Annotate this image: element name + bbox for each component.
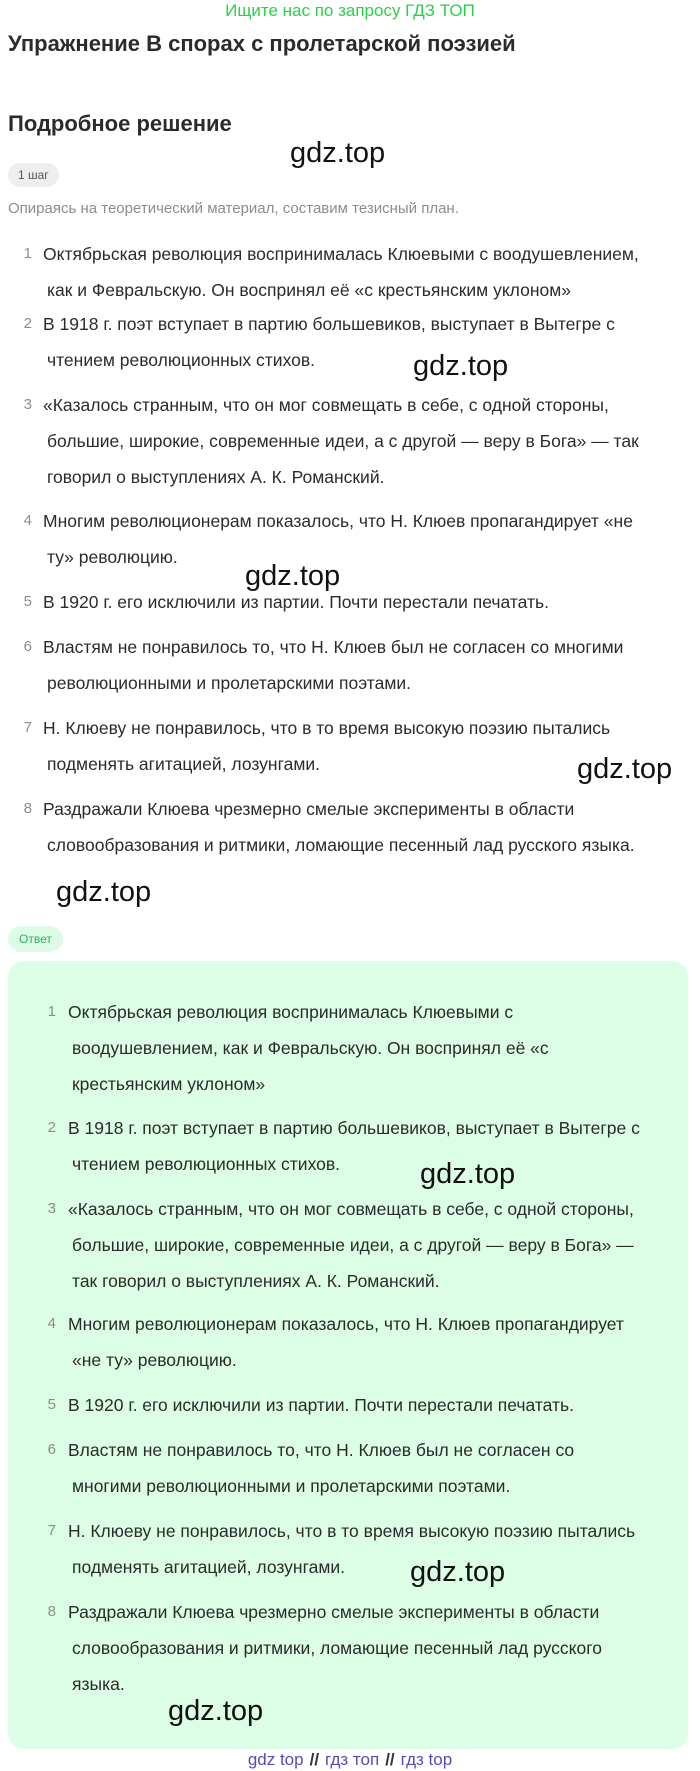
list-item-text xyxy=(68,1432,574,1504)
list-item-line: В 1918 г. поэт вступает в партию большевиков, выступает в Вытегре с xyxy=(43,314,615,334)
list-item-line: как и Февральскую. Он воспринял её «с крестьянским уклоном» xyxy=(47,280,571,300)
list-item-text xyxy=(68,1387,574,1423)
footer-link-gdz-top-ru[interactable]: гдз топ xyxy=(325,1750,380,1769)
list-item-line: «не ту» революцию. xyxy=(72,1350,237,1370)
footer-link-gdz-top[interactable]: gdz top xyxy=(247,1750,304,1769)
list-item-text xyxy=(43,387,639,495)
page-title: Упражнение В спорах с пролетарской поэзией xyxy=(8,31,516,56)
list-item-line: «Казалось странным, что он мог совмещать в себе, с одной стороны, xyxy=(43,395,609,415)
list-item-line: языка. xyxy=(72,1674,125,1694)
list-item-number: 3 xyxy=(47,1200,56,1217)
list-item-number: 4 xyxy=(47,1315,56,1332)
list-item-line: подменять агитацией, лозунгами. xyxy=(72,1557,345,1577)
list-item-line: Н. Клюеву не понравилось, что в то время высокую поэзию пытались xyxy=(68,1521,636,1541)
list-item-line: Раздражали Клюева чрезмерно смелые эксперименты в области xyxy=(43,799,575,819)
footer-separator: // xyxy=(309,1750,320,1769)
list-item-number: 8 xyxy=(23,800,32,817)
list-item-line: В 1920 г. его исключили из партии. Почти перестали печатать. xyxy=(68,1395,574,1415)
list-item-number: 6 xyxy=(47,1441,56,1458)
list-item-text xyxy=(43,791,635,863)
list-item-line: Властям не понравилось то, что Н. Клюев был не согласен со xyxy=(68,1440,575,1460)
list-item-line: Октябрьская революция воспринималась Клюевыми с xyxy=(68,1002,514,1022)
list-item-line: чтением революционных стихов. xyxy=(72,1154,341,1174)
list-item-number: 5 xyxy=(47,1396,56,1413)
list-item-number: 6 xyxy=(23,638,32,655)
list-item-line: революционными и пролетарскими поэтами. xyxy=(47,673,412,693)
list-item-text xyxy=(43,236,639,308)
list-item-line: большие, широкие, современные идеи, а с другой — веру в Бога» — xyxy=(72,1235,634,1255)
watermark: gdz.top xyxy=(56,876,152,908)
list-item-number: 2 xyxy=(23,315,32,332)
watermark: gdz.top xyxy=(410,1556,506,1588)
list-item-text xyxy=(68,1513,635,1585)
list-item-line: многими революционными и пролетарскими поэтами. xyxy=(72,1476,511,1496)
list-item-line: говорил о выступлениях А. К. Романский. xyxy=(47,467,385,487)
list-item-line: Октябрьская революция воспринималась Клюевыми с воодушевлением, xyxy=(43,244,639,264)
list-item-number: 1 xyxy=(47,1003,56,1020)
list-item-line: словообразования и ритмики, ломающие песенный лад русского xyxy=(72,1638,602,1658)
footer-link-gdz-top-mixed[interactable]: гдз top xyxy=(400,1750,453,1769)
top-banner: Ищите нас по запросу ГДЗ ТОП xyxy=(225,1,475,20)
watermark: gdz.top xyxy=(577,753,673,785)
list-item-line: большие, широкие, современные идеи, а с другой — веру в Бога» — так xyxy=(47,431,639,451)
watermark: gdz.top xyxy=(413,350,509,382)
list-item-number: 5 xyxy=(23,593,32,610)
list-item-number: 2 xyxy=(47,1119,56,1136)
list-item-line: Властям не понравилось то, что Н. Клюев был не согласен со многими xyxy=(43,637,624,657)
watermark: gdz.top xyxy=(420,1158,516,1190)
footer-separator: // xyxy=(385,1750,395,1769)
list-item-line: В 1918 г. поэт вступает в партию большевиков, выступает в Вытегре с xyxy=(68,1118,640,1138)
list-item-line: так говорил о выступлениях А. К. Романский. xyxy=(72,1271,440,1291)
list-item-number: 7 xyxy=(23,719,32,736)
list-item-number: 1 xyxy=(23,245,32,262)
watermark: gdz.top xyxy=(290,137,386,169)
step-badge: 1 шаг xyxy=(8,163,59,187)
section-title: Подробное решение xyxy=(8,111,232,136)
list-item-line: Н. Клюеву не понравилось, что в то время высокую поэзию пытались xyxy=(43,718,611,738)
list-item-number: 8 xyxy=(47,1603,56,1620)
list-item-text xyxy=(68,1191,634,1299)
footer-links xyxy=(0,1749,700,1771)
list-item-number: 3 xyxy=(23,396,32,413)
watermark: gdz.top xyxy=(168,1695,264,1727)
list-item-line: словообразования и ритмики, ломающие песенный лад русского языка. xyxy=(47,835,635,855)
list-item-line: воодушевлением, как и Февральскую. Он воспринял её «с xyxy=(72,1038,549,1058)
list-item-text xyxy=(43,306,615,378)
list-item-line: Раздражали Клюева чрезмерно смелые эксперименты в области xyxy=(68,1602,600,1622)
list-item-line: крестьянским уклоном» xyxy=(72,1074,266,1094)
list-item-number: 7 xyxy=(47,1522,56,1539)
watermark: gdz.top xyxy=(245,560,341,592)
list-item-text xyxy=(68,994,549,1102)
list-item-line: ту» революцию. xyxy=(47,547,178,567)
list-item-text xyxy=(68,1594,602,1702)
list-item-number: 4 xyxy=(23,512,32,529)
list-item-line: Многим революционерам показалось, что Н. Клюев пропагандирует «не xyxy=(43,511,633,531)
list-item-line: Многим революционерам показалось, что Н. Клюев пропагандирует xyxy=(68,1314,624,1334)
list-item-text xyxy=(43,629,623,701)
list-item-line: «Казалось странным, что он мог совмещать в себе, с одной стороны, xyxy=(68,1199,634,1219)
list-item-text xyxy=(43,710,610,782)
list-item-text xyxy=(68,1110,640,1182)
intro-text: Опираясь на теоретический материал, составим тезисный план. xyxy=(8,200,459,217)
list-item-line: чтением революционных стихов. xyxy=(47,350,316,370)
list-item-line: В 1920 г. его исключили из партии. Почти перестали печатать. xyxy=(43,592,549,612)
answer-badge: Ответ xyxy=(8,926,63,952)
list-item-text xyxy=(68,1306,624,1378)
list-item-line: подменять агитацией, лозунгами. xyxy=(47,754,320,774)
